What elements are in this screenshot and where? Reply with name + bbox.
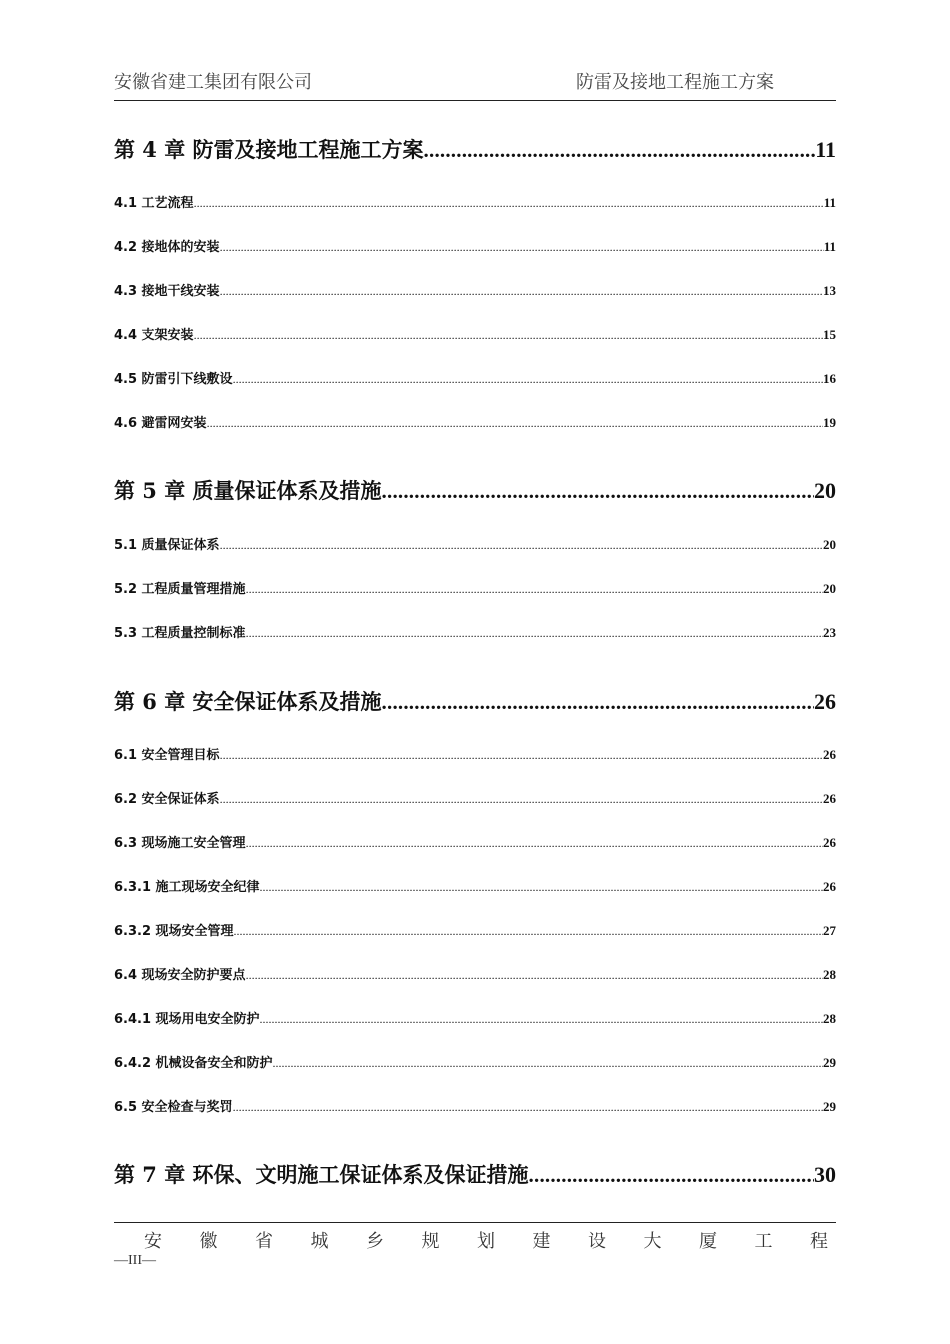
toc-section-entry[interactable] bbox=[114, 412, 836, 432]
page-footer bbox=[114, 1222, 836, 1269]
footer-char: 建 bbox=[532, 1231, 551, 1252]
toc-dot-leader bbox=[220, 240, 824, 255]
toc-entry-title: 4.5 防雷引下线敷设 bbox=[114, 372, 233, 387]
toc-chapter-entry[interactable] bbox=[114, 134, 836, 164]
toc-dot-leader bbox=[194, 196, 824, 211]
header-company-name: 安徽省建工集团有限公司 bbox=[114, 72, 312, 93]
toc-entry-title: 6.4.1 现场用电安全防护 bbox=[114, 1012, 260, 1027]
footer-char: 大 bbox=[643, 1231, 662, 1252]
toc-section-entry[interactable] bbox=[114, 832, 836, 852]
toc-dot-leader bbox=[424, 138, 816, 163]
toc-dot-leader bbox=[246, 626, 823, 641]
footer-char: 工 bbox=[754, 1231, 773, 1252]
toc-page-number: 28 bbox=[823, 1011, 836, 1026]
footer-char: 省 bbox=[255, 1231, 273, 1252]
toc-section-entry[interactable] bbox=[114, 280, 836, 300]
toc-dot-leader bbox=[194, 328, 823, 343]
toc-page-number: 26 bbox=[823, 791, 836, 806]
toc-page-number: 29 bbox=[823, 1055, 836, 1070]
toc-entry-title: 第 7 章 环保、文明施工保证体系及保证措施 bbox=[114, 1162, 529, 1187]
toc-dot-leader bbox=[246, 836, 823, 851]
toc-page-number: 15 bbox=[823, 327, 836, 342]
toc-entry-title: 6.2 安全保证体系 bbox=[114, 792, 220, 807]
toc-dot-leader bbox=[529, 1163, 814, 1188]
toc-section-entry[interactable] bbox=[114, 964, 836, 984]
footer-char: 程 bbox=[810, 1231, 828, 1252]
toc-dot-leader bbox=[382, 690, 814, 715]
footer-char: 规 bbox=[421, 1231, 440, 1252]
toc-page-number: 16 bbox=[823, 371, 836, 386]
toc-entry-title: 4.1 工艺流程 bbox=[114, 196, 194, 211]
footer-char: 徽 bbox=[199, 1231, 218, 1252]
toc-entry-title: 6.5 安全检查与奖罚 bbox=[114, 1100, 233, 1115]
toc-entry-title: 4.2 接地体的安装 bbox=[114, 240, 220, 255]
toc-section-entry[interactable] bbox=[114, 578, 836, 598]
toc-entry-title: 第 5 章 质量保证体系及措施 bbox=[114, 478, 382, 503]
toc-section-entry[interactable] bbox=[114, 876, 836, 896]
toc-page-number: 11 bbox=[823, 195, 836, 210]
toc-dot-leader bbox=[260, 880, 823, 895]
toc-section-entry[interactable] bbox=[114, 192, 836, 212]
toc-chapter-entry[interactable] bbox=[114, 475, 836, 505]
toc-page-number: 26 bbox=[814, 689, 836, 714]
toc-section-entry[interactable] bbox=[114, 788, 836, 808]
toc-entry-title: 4.4 支架安装 bbox=[114, 328, 194, 343]
toc-entry-title: 6.3.1 施工现场安全纪律 bbox=[114, 880, 260, 895]
toc-dot-leader bbox=[220, 748, 823, 763]
toc-entry-title: 6.3 现场施工安全管理 bbox=[114, 836, 246, 851]
header-document-title: 防雷及接地工程施工方案 bbox=[576, 72, 774, 93]
footer-char: 乡 bbox=[366, 1231, 384, 1252]
toc-section-entry[interactable] bbox=[114, 920, 836, 940]
footer-char: 设 bbox=[588, 1231, 606, 1252]
footer-char: 厦 bbox=[699, 1231, 717, 1252]
toc-entry-title: 6.4.2 机械设备安全和防护 bbox=[114, 1056, 273, 1071]
toc-page-number: 29 bbox=[823, 1099, 836, 1114]
toc-page-number: 26 bbox=[823, 835, 836, 850]
toc-dot-leader bbox=[246, 582, 823, 597]
toc-page-number: 27 bbox=[823, 923, 836, 938]
toc-dot-leader bbox=[246, 968, 823, 983]
toc-entry-title: 5.2 工程质量管理措施 bbox=[114, 582, 246, 597]
toc-page-number: 11 bbox=[815, 137, 836, 162]
toc-dot-leader bbox=[233, 1100, 823, 1115]
toc-page-number: 20 bbox=[823, 537, 836, 552]
toc-page-number: 11 bbox=[823, 239, 836, 254]
toc-page-number: 26 bbox=[823, 879, 836, 894]
toc-section-entry[interactable] bbox=[114, 368, 836, 388]
toc-entry-title: 第 6 章 安全保证体系及措施 bbox=[114, 689, 382, 714]
toc-entry-title: 5.3 工程质量控制标准 bbox=[114, 626, 246, 641]
toc-page-number: 13 bbox=[823, 283, 836, 298]
toc-dot-leader bbox=[220, 538, 823, 553]
toc-chapter-entry[interactable] bbox=[114, 686, 836, 716]
toc-entry-title: 5.1 质量保证体系 bbox=[114, 538, 220, 553]
toc-section-entry[interactable] bbox=[114, 744, 836, 764]
footer-char: 安 bbox=[144, 1231, 162, 1252]
toc-page-number: 20 bbox=[814, 478, 836, 503]
toc-entry-title: 第 4 章 防雷及接地工程施工方案 bbox=[114, 137, 424, 162]
toc-entry-title: 4.6 避雷网安装 bbox=[114, 416, 207, 431]
toc-entry-title: 6.3.2 现场安全管理 bbox=[114, 924, 234, 939]
toc-section-entry[interactable] bbox=[114, 534, 836, 554]
toc-section-entry[interactable] bbox=[114, 622, 836, 642]
toc-dot-leader bbox=[273, 1056, 823, 1071]
toc-dot-leader bbox=[220, 284, 823, 299]
toc-section-entry[interactable] bbox=[114, 1096, 836, 1116]
toc-page-number: 30 bbox=[814, 1162, 836, 1187]
toc-dot-leader bbox=[233, 372, 823, 387]
toc-dot-leader bbox=[382, 479, 814, 504]
toc-dot-leader bbox=[234, 924, 823, 939]
toc-section-entry[interactable] bbox=[114, 1052, 836, 1072]
footer-char: 城 bbox=[310, 1231, 329, 1252]
toc-section-entry[interactable] bbox=[114, 1008, 836, 1028]
toc-page-number: 19 bbox=[823, 415, 836, 430]
toc-section-entry[interactable] bbox=[114, 324, 836, 344]
toc-chapter-entry[interactable] bbox=[114, 1159, 836, 1189]
toc-entry-title: 4.3 接地干线安装 bbox=[114, 284, 220, 299]
toc-page-number: 20 bbox=[823, 581, 836, 596]
toc-dot-leader bbox=[220, 792, 823, 807]
footer-page-number: —III— bbox=[114, 1253, 156, 1268]
toc-page-number: 23 bbox=[823, 625, 836, 640]
toc-entry-title: 6.4 现场安全防护要点 bbox=[114, 968, 246, 983]
page-header bbox=[114, 66, 836, 101]
toc-page-number: 28 bbox=[823, 967, 836, 982]
footer-char: 划 bbox=[477, 1231, 495, 1252]
toc-entry-title: 6.1 安全管理目标 bbox=[114, 748, 220, 763]
footer-project-name bbox=[114, 1223, 836, 1253]
toc-dot-leader bbox=[260, 1012, 823, 1027]
toc-page-number: 26 bbox=[823, 747, 836, 762]
toc-section-entry[interactable] bbox=[114, 236, 836, 256]
toc-dot-leader bbox=[207, 416, 823, 431]
